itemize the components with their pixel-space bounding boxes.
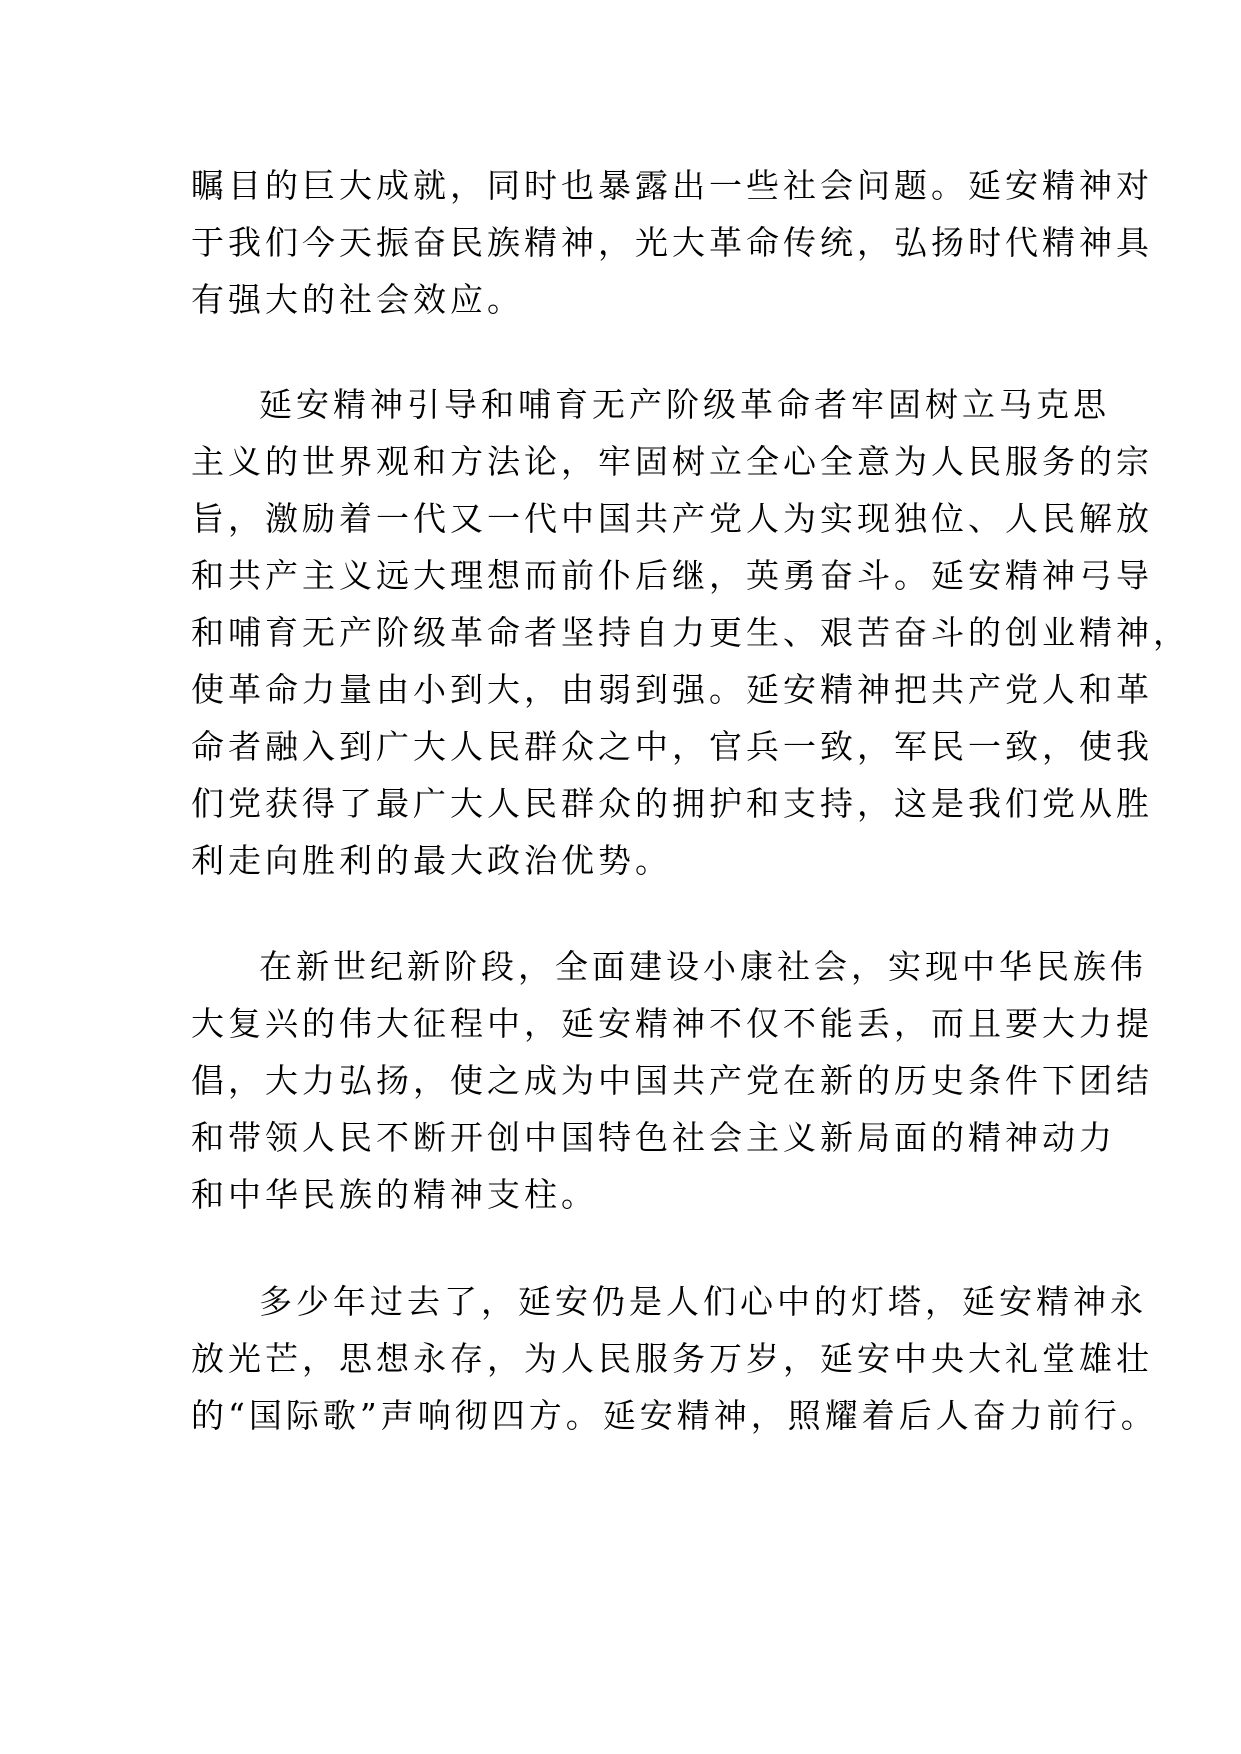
paragraph-line: 利走向胜利的最大政治优势。 bbox=[191, 841, 672, 880]
paragraph-line: 和中华民族的精神支柱。 bbox=[191, 1175, 598, 1214]
paragraph-4 bbox=[191, 1273, 1158, 1444]
paragraph-line: 使革命力量由小到大，由弱到强。延安精神把共产党人和革 bbox=[191, 670, 1153, 709]
paragraph-line: 们党获得了最广大人民群众的拥护和支持，这是我们党从胜 bbox=[191, 784, 1153, 823]
paragraph-line: 于我们今天振奋民族精神，光大革命传统，弘扬时代精神具 bbox=[191, 223, 1153, 262]
paragraph-line: 旨，激励着一代又一代中国共产党人为实现独位、人民解放 bbox=[191, 499, 1153, 538]
paragraph-2 bbox=[191, 376, 1190, 889]
paragraph-line: 瞩目的巨大成就，同时也暴露出一些社会问题。延安精神对 bbox=[191, 166, 1153, 205]
paragraph-line: 的“国际歌”声响彻四方。延安精神，照耀着后人奋力前行。 bbox=[191, 1396, 1158, 1435]
paragraph-line: 命者融入到广大人民群众之中，官兵一致，军民一致，使我 bbox=[191, 727, 1153, 766]
paragraph-1 bbox=[191, 157, 1153, 328]
paragraph-line: 倡，大力弘扬，使之成为中国共产党在新的历史条件下团结 bbox=[191, 1061, 1153, 1100]
paragraph-line: 多少年过去了，延安仍是人们心中的灯塔，延安精神永 bbox=[259, 1282, 1147, 1321]
paragraph-line: 大复兴的伟大征程中，延安精神不仅不能丢，而且要大力提 bbox=[191, 1004, 1153, 1043]
paragraph-line: 有强大的社会效应。 bbox=[191, 280, 524, 319]
paragraph-line: 和哺育无产阶级革命者坚持自力更生、艰苦奋斗的创业精神， bbox=[191, 613, 1190, 652]
paragraph-line: 延安精神引导和哺育无产阶级革命者牢固树立马克思 bbox=[259, 385, 1110, 424]
paragraph-line: 放光芒，思想永存，为人民服务万岁，延安中央大礼堂雄壮 bbox=[191, 1339, 1153, 1378]
paragraph-3 bbox=[191, 938, 1153, 1223]
paragraph-line: 和带领人民不断开创中国特色社会主义新局面的精神动力 bbox=[191, 1118, 1116, 1157]
paragraph-line: 和共产主义远大理想而前仆后继，英勇奋斗。延安精神弓导 bbox=[191, 556, 1153, 595]
paragraph-line: 在新世纪新阶段，全面建设小康社会，实现中华民族伟 bbox=[259, 947, 1147, 986]
paragraph-line: 主义的世界观和方法论，牢固树立全心全意为人民服务的宗 bbox=[191, 442, 1153, 481]
